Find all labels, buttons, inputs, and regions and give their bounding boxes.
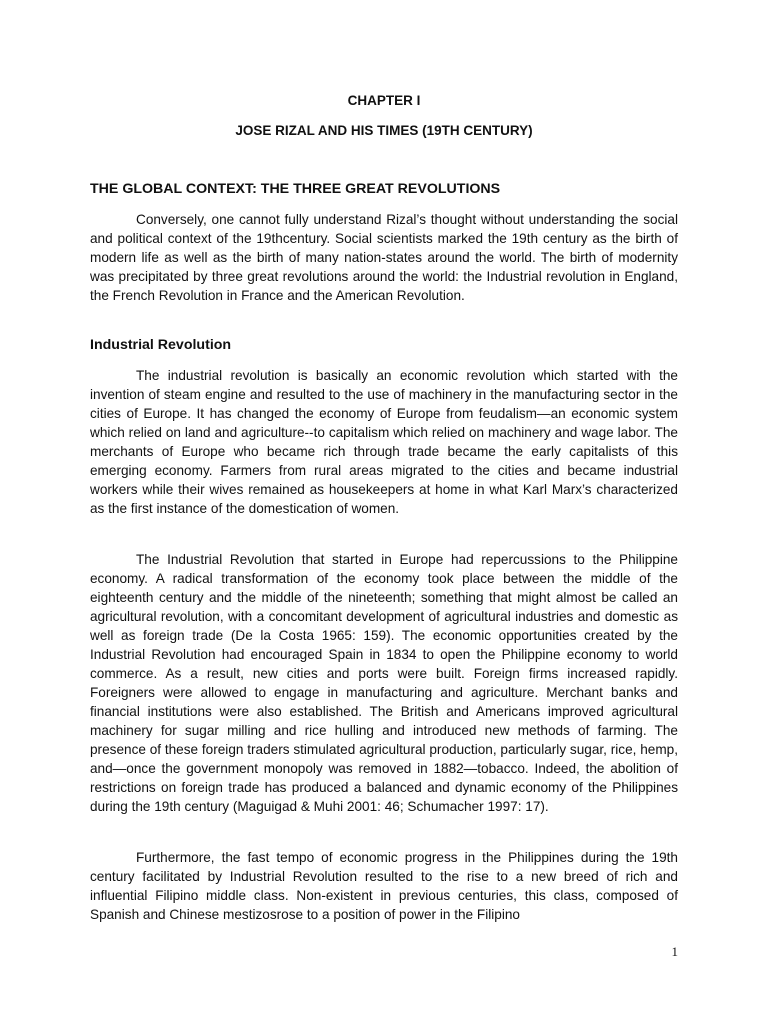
body-paragraph: The industrial revolution is basically an economic revolution which started with the invention of steam engine and resulted to the use of machinery in the manufacturing sector in the cities of Europe. It has changed the economy of Europe from feudalism—an economic system which relied on land and agriculture--to capitalism which relied on machinery and wage labor. The merchants of Europe who became rich through trade became the early capitalists of this emerging economy. Farmers from rural areas migrated to the cities and became industrial workers while their wives remained as housekeepers at home in what Karl Marx’s characterized as the first instance of the domestication of women. xyxy=(90,368,678,516)
page-number: 1 xyxy=(671,944,678,959)
chapter-title: JOSE RIZAL AND HIS TIMES (19TH CENTURY) xyxy=(235,123,533,138)
subsection-heading: Industrial Revolution xyxy=(90,337,232,353)
body-paragraph: The Industrial Revolution that started in Europe had repercussions to the Philippine economy. A radical transformation of the economy took place between the middle of the eighteenth century and the middle of the nineteenth; something that might almost be called an agricultural revolution, with a concomitant development of agricultural industries and domestic as well as foreign trade (De la Costa 1965: 159). The economic opportunities created by the Industrial Revolution had encouraged Spain in 1834 to open the Philippine economy to world commerce. As a result, new cities and ports were built. Foreign firms increased rapidly. Foreigners were allowed to engage in manufacturing and agriculture. Merchant banks and financial institutions were also established. The British and Americans improved agricultural machinery for sugar milling and rice hulling and introduced new methods of farming. The presence of these foreign traders stimulated agricultural production, particularly sugar, rice, hemp, and—once the government monopoly was removed in 1882—tobacco. Indeed, the abolition of restrictions on foreign trade has produced a balanced and dynamic economy of the Philippines during the 19th century (Maguigad & Muhi 2001: 46; Schumacher 1997: 17). xyxy=(90,552,678,814)
intro-paragraph: Conversely, one cannot fully understand Rizal’s thought without understanding the social and political context of the 19thcentury. Social scientists marked the 19th century as the birth of modern life as well as the birth of many nation-states around the world. The birth of modernity was precipitated by three great revolutions around the world: the Industrial revolution in England, the French Revolution in France and the American Revolution. xyxy=(90,212,678,303)
section-heading: THE GLOBAL CONTEXT: THE THREE GREAT REVOLUTIONS xyxy=(90,181,501,197)
body-paragraph: Furthermore, the fast tempo of economic progress in the Philippines during the 19th century facilitated by Industrial Revolution resulted to the rise to a new breed of rich and influential Filipino middle class. Non-existent in previous centuries, this class, composed of Spanish and Chinese mestizosrose to a position of power in the Filipino xyxy=(90,850,678,922)
chapter-label: CHAPTER I xyxy=(347,93,421,108)
document-page xyxy=(90,0,678,1024)
